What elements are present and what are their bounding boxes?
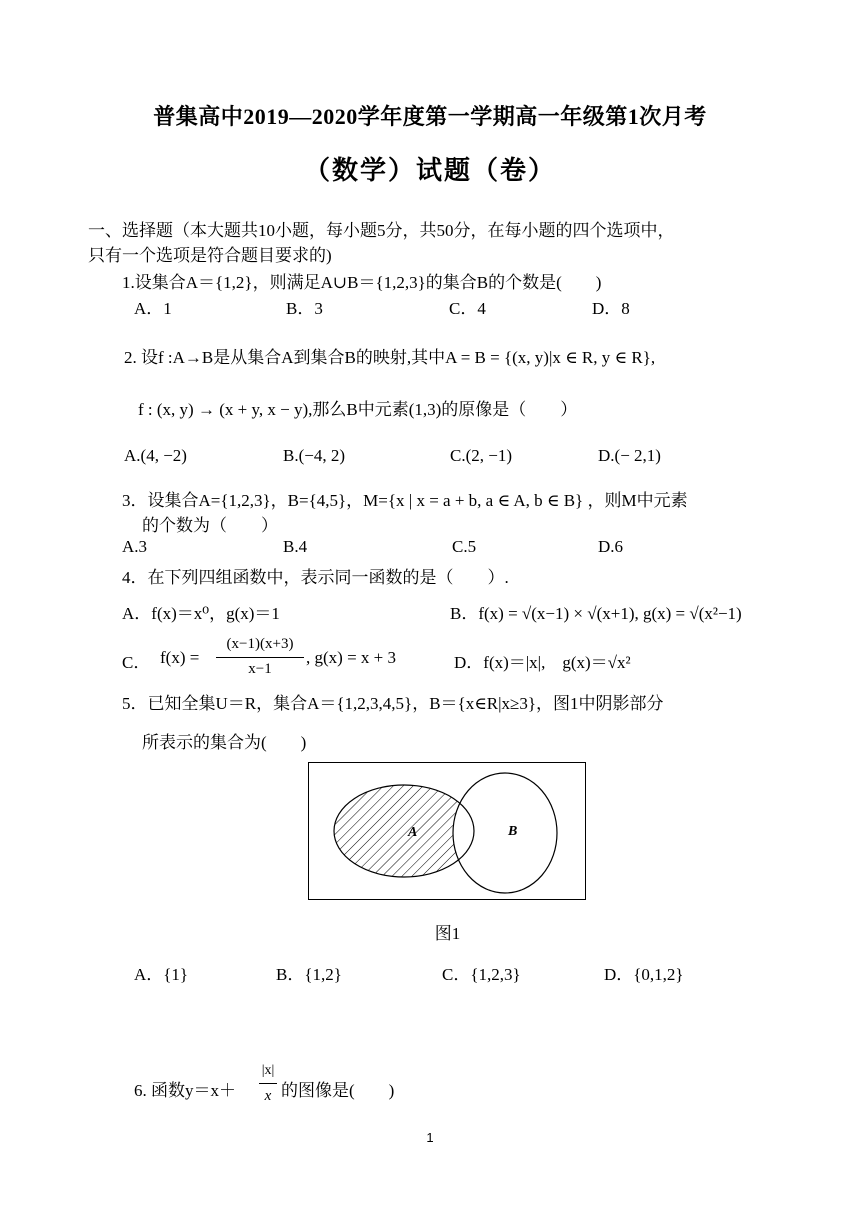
question-4-option-c-func: f(x) = [160, 648, 200, 667]
question-5-stem-line2: 所表示的集合为( ) [142, 733, 307, 752]
page-number: 1 [426, 1130, 434, 1145]
question-2-stem-line2: f : (x, y) → (x + y, x − y),那么B中元素(1,3)的原像是（ ） [138, 400, 578, 419]
question-6-fraction-denominator: x [264, 1088, 272, 1104]
question-5-stem-line1: 5．已知全集U＝R，集合A＝{1,2,3,4,5}，B＝{x∈R|x≥3}，图1中阴影部分 [122, 694, 664, 713]
question-1-option-c: C．4 [449, 299, 486, 318]
question-4-option-c-denominator: x−1 [248, 661, 272, 677]
question-4-option-c-suffix: , g(x) = x + 3 [306, 648, 396, 667]
question-3-option-c: C.5 [452, 537, 477, 556]
figure-caption: 图1 [434, 924, 461, 943]
exam-subtitle: （数学）试题（卷） [303, 156, 556, 185]
question-6-stem-prefix: 6. 函数y＝x＋ [134, 1081, 236, 1100]
set-b-label: B [508, 824, 518, 839]
question-1-option-a: A．1 [134, 299, 172, 318]
question-6-stem-suffix: 的图像是( ) [281, 1081, 395, 1100]
section-heading-line2: 只有一个选项是符合题目要求的) [88, 246, 332, 265]
question-4-option-b: B．f(x) = √(x−1) × √(x+1), g(x) = √(x²−1) [450, 604, 742, 623]
question-1-option-d: D．8 [592, 299, 630, 318]
question-6-fraction-bar [259, 1083, 277, 1084]
question-4-option-a: A．f(x)＝x⁰，g(x)＝1 [122, 604, 280, 623]
shaded-region [308, 762, 586, 900]
question-3-option-b: B.4 [283, 537, 308, 556]
question-4-option-c-prefix: C． [122, 653, 151, 672]
question-1-option-b: B．3 [286, 299, 323, 318]
question-2-stem-line1: 2. 设f :A→B是从集合A到集合B的映射,其中A = B = {(x, y)|x ∈ R, y ∈ R}, [124, 348, 656, 367]
question-3-stem-line1: 3．设集合A={1,2,3}，B={4,5}，M={x | x = a + b, a ∈ A, b ∈ B} ，则M中元素 [122, 491, 688, 510]
question-4-stem: 4．在下列四组函数中，表示同一函数的是（ ）. [122, 568, 509, 587]
question-2-option-a: A.(4, −2) [124, 446, 187, 465]
question-3-option-d: D.6 [598, 537, 624, 556]
question-2-option-d: D.(− 2,1) [598, 446, 661, 465]
question-1-stem: 1.设集合A＝{1,2}，则满足A∪B＝{1,2,3}的集合B的个数是( ) [122, 273, 602, 292]
fraction-bar [216, 657, 304, 658]
exam-title: 普集高中2019—2020学年度第一学期高一年级第1次月考 [153, 104, 707, 129]
question-3-stem-line2: 的个数为（ ） [142, 516, 278, 535]
question-5-option-c: C．{1,2,3} [442, 965, 521, 984]
question-5-option-a: A．{1} [134, 965, 189, 984]
question-3-option-a: A.3 [122, 537, 148, 556]
section-heading-line1: 一、选择题（本大题共10小题，每小题5分，共50分，在每小题的四个选项中， [88, 221, 675, 240]
set-a-label: A [408, 825, 418, 840]
question-4-option-c-numerator: (x−1)(x+3) [226, 636, 294, 652]
question-2-option-c: C.(2, −1) [450, 446, 512, 465]
question-4-option-d: D．f(x)＝|x|, g(x)＝√x² [454, 653, 631, 672]
question-5-option-b: B．{1,2} [276, 965, 342, 984]
question-5-option-d: D．{0,1,2} [604, 965, 684, 984]
question-6-fraction-numerator: |x| [261, 1063, 275, 1078]
question-2-option-b: B.(−4, 2) [283, 446, 345, 465]
venn-diagram [308, 762, 586, 900]
